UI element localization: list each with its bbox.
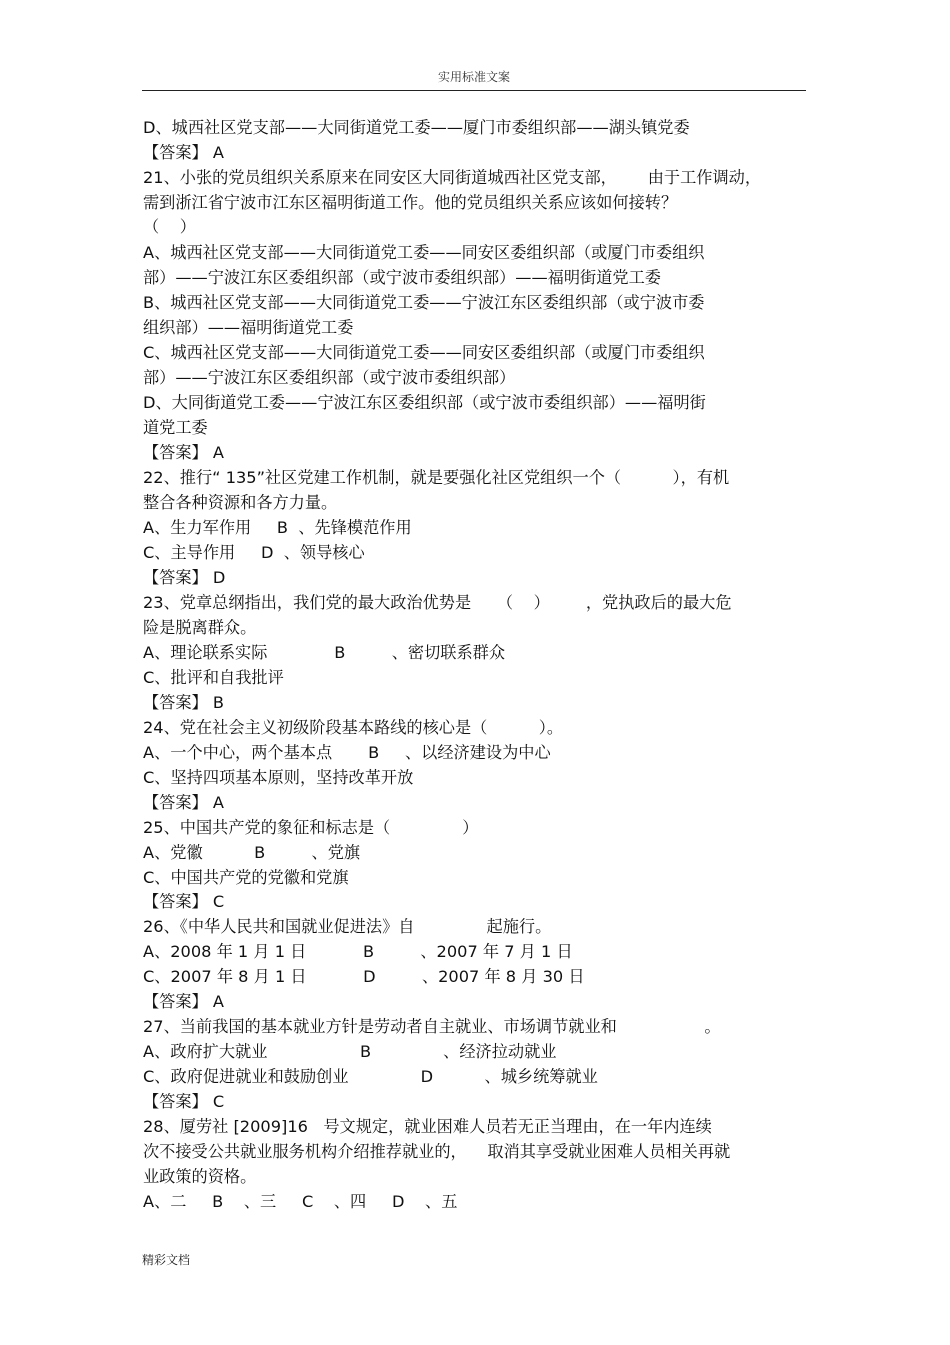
text-line: D、城西社区党支部——大同街道党工委——厦门市委组织部——湖头镇党委	[143, 118, 690, 137]
text-line: B、城西社区党支部——大同街道党工委——宁波江东区委组织部（或宁波市委	[143, 293, 705, 312]
text-line: C、主导作用 D 、领导核心	[143, 543, 365, 562]
text-line: C、中国共产党的党徽和党旗	[143, 868, 349, 887]
text-line: A、2008 年 1 月 1 日 B 、2007 年 7 月 1 日	[143, 942, 573, 961]
text-line: 部）——宁波江东区委组织部（或宁波市委组织部）——福明街道党工委	[143, 268, 661, 287]
text-line: A、一个中心，两个基本点 B 、以经济建设为中心	[143, 743, 551, 762]
text-line: 【答案】 A	[143, 992, 224, 1011]
text-line: C、坚持四项基本原则，坚持改革开放	[143, 768, 414, 787]
text-line: A、理论联系实际 B 、密切联系群众	[143, 643, 506, 662]
text-line: A、城西社区党支部——大同街道党工委——同安区委组织部（或厦门市委组织	[143, 243, 705, 262]
text-line: 21、小张的党员组织关系原来在同安区大同街道城西社区党支部， 由于工作调动，	[143, 168, 762, 187]
text-line: 25、中国共产党的象征和标志是（ ）	[143, 818, 479, 837]
text-line: 24、党在社会主义初级阶段基本路线的核心是（ ）。	[143, 718, 564, 737]
page-header: 实用标准文案	[437, 70, 510, 84]
text-line: 部）——宁波江东区委组织部（或宁波市委组织部）	[143, 368, 516, 387]
header-rule	[142, 90, 806, 91]
text-line: 26、《中华人民共和国就业促进法》自 起施行。	[143, 917, 552, 936]
text-line: 27、当前我国的基本就业方针是劳动者自主就业、市场调节就业和 。	[143, 1017, 721, 1036]
text-line: 22、推行“ 135”社区党建工作机制，就是要强化社区党组织一个（ ），有机	[143, 468, 730, 487]
text-line: 【答案】 C	[143, 892, 225, 911]
text-line: A、二 B 、三 C 、四 D 、五	[143, 1192, 458, 1211]
text-line: C、批评和自我批评	[143, 668, 284, 687]
text-line: C、政府促进就业和鼓励创业 D 、城乡统筹就业	[143, 1067, 598, 1086]
text-line: 组织部）——福明街道党工委	[143, 318, 354, 337]
text-line: D、大同街道党工委——宁波江东区委组织部（或宁波市委组织部）——福明街	[143, 393, 706, 412]
text-line: 道党工委	[143, 418, 208, 437]
text-line: C、2007 年 8 月 1 日 D 、2007 年 8 月 30 日	[143, 967, 585, 986]
text-line: 【答案】 C	[143, 1092, 225, 1111]
text-line: A、政府扩大就业 B 、经济拉动就业	[143, 1042, 557, 1061]
text-line: 23、党章总纲指出，我们党的最大政治优势是 （ ） ，党执政后的最大危	[143, 593, 732, 612]
text-line: 需到浙江省宁波市江东区福明街道工作。他的党员组织关系应该如何接转？	[143, 193, 678, 212]
text-line: （ ）	[143, 217, 196, 236]
text-line: 次不接受公共就业服务机构介绍推荐就业的， 取消其享受就业困难人员相关再就	[143, 1142, 731, 1161]
text-line: A、党徽 B 、党旗	[143, 843, 361, 862]
text-line: 险是脱离群众。	[143, 618, 257, 637]
text-line: A、生力军作用 B 、先锋模范作用	[143, 518, 412, 537]
text-line: 28、厦劳社 [2009]16 号文规定，就业困难人员若无正当理由，在一年内连续	[143, 1117, 712, 1136]
text-line: C、城西社区党支部——大同街道党工委——同安区委组织部（或厦门市委组织	[143, 343, 705, 362]
text-line: 【答案】 A	[143, 793, 224, 812]
text-line: 整合各种资源和各方力量。	[143, 493, 338, 512]
text-line: 【答案】 A	[143, 443, 224, 462]
page-footer: 精彩文档	[142, 1253, 191, 1267]
text-line: 【答案】 D	[143, 568, 226, 587]
text-line: 【答案】 B	[143, 693, 225, 712]
text-line: 【答案】 A	[143, 143, 224, 162]
text-line: 业政策的资格。	[143, 1167, 257, 1186]
